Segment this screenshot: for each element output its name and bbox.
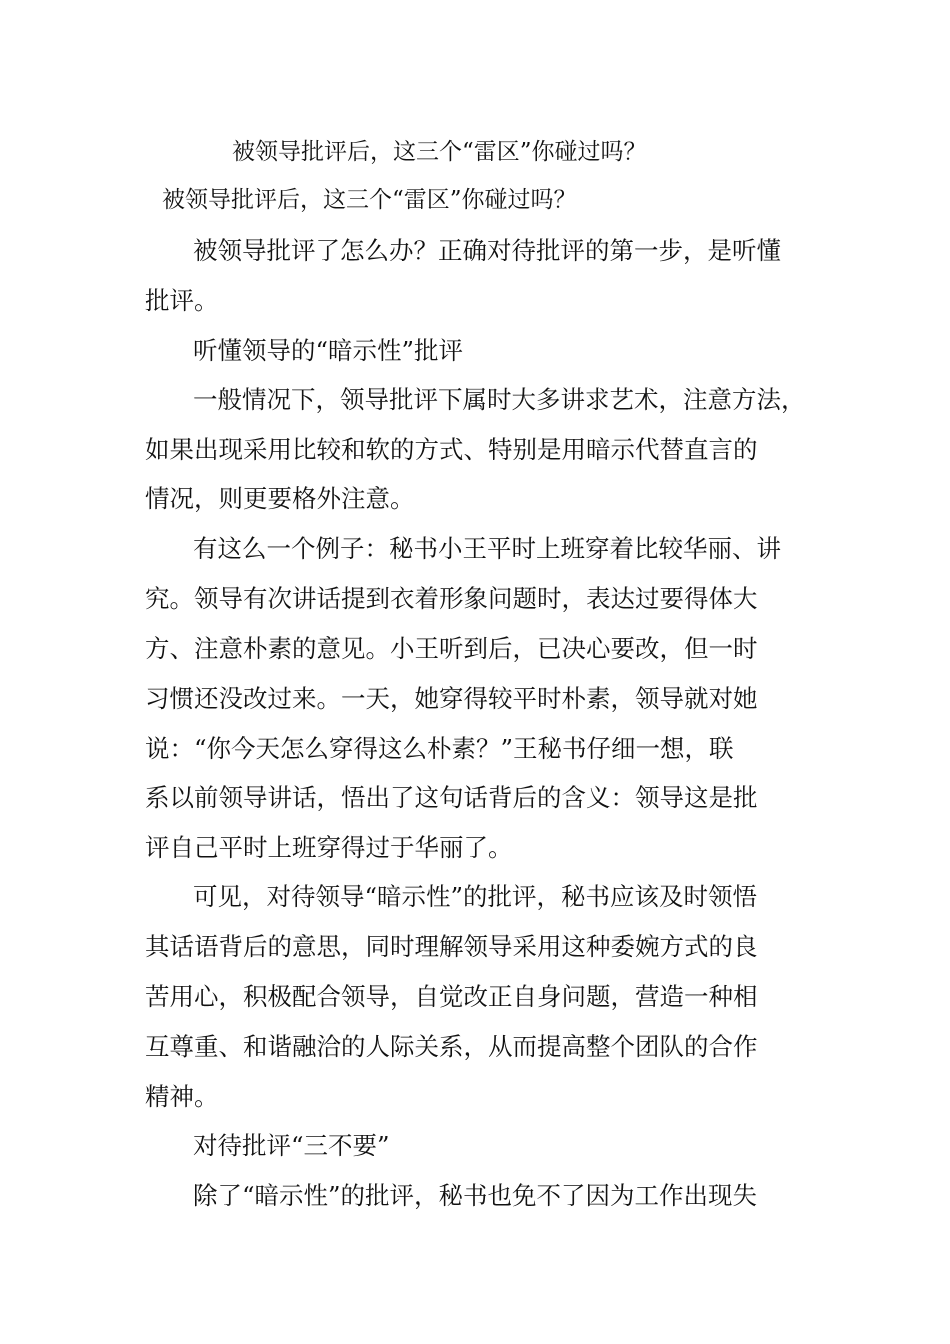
paragraph-line: 情况，则更要格外注意。: [145, 484, 415, 513]
paragraph-line: 评自己平时上班穿得过于华丽了。: [145, 833, 513, 862]
paragraph-line: 方、注意朴素的意见。小王听到后，已决心要改，但一时: [145, 634, 758, 663]
paragraph-line: 究。领导有次讲话提到衣着形象问题时，表达过要得体大: [145, 584, 758, 613]
paragraph-line: 苦用心，积极配合领导，自觉改正自身问题，营造一种相: [145, 982, 758, 1011]
paragraph-line: 可见，对待领导“暗示性”的批评，秘书应该及时领悟: [193, 882, 758, 911]
paragraph-line: 系以前领导讲话，悟出了这句话背后的含义：领导这是批: [145, 783, 758, 812]
document-subtitle: 被领导批评后，这三个“雷区”你碰过吗？: [162, 187, 577, 213]
paragraph-line: 其话语背后的意思，同时理解领导采用这种委婉方式的良: [145, 932, 758, 961]
paragraph-line: 一般情况下，领导批评下属时大多讲求艺术，注意方法，: [193, 385, 806, 414]
paragraph-line: 有这么一个例子：秘书小王平时上班穿着比较华丽、讲: [193, 534, 781, 563]
paragraph-line: 批评。: [145, 286, 219, 315]
document-title: 被领导批评后，这三个“雷区”你碰过吗？: [232, 139, 647, 165]
paragraph-line: 习惯还没改过来。一天，她穿得较平时朴素，领导就对她: [145, 684, 758, 713]
paragraph-line: 如果出现采用比较和软的方式、特别是用暗示代替直言的: [145, 435, 758, 464]
paragraph-line: 除了“暗示性”的批评，秘书也免不了因为工作出现失: [193, 1181, 758, 1210]
paragraph-line: 被领导批评了怎么办？正确对待批评的第一步，是听懂: [193, 236, 781, 265]
section-heading: 听懂领导的“暗示性”批评: [193, 336, 464, 365]
paragraph-line: 精神。: [145, 1082, 219, 1111]
section-heading: 对待批评“三不要”: [193, 1131, 390, 1160]
paragraph-line: 说：“你今天怎么穿得这么朴素？”王秘书仔细一想，联: [145, 734, 734, 763]
paragraph-line: 互尊重、和谐融洽的人际关系，从而提高整个团队的合作: [145, 1032, 758, 1061]
